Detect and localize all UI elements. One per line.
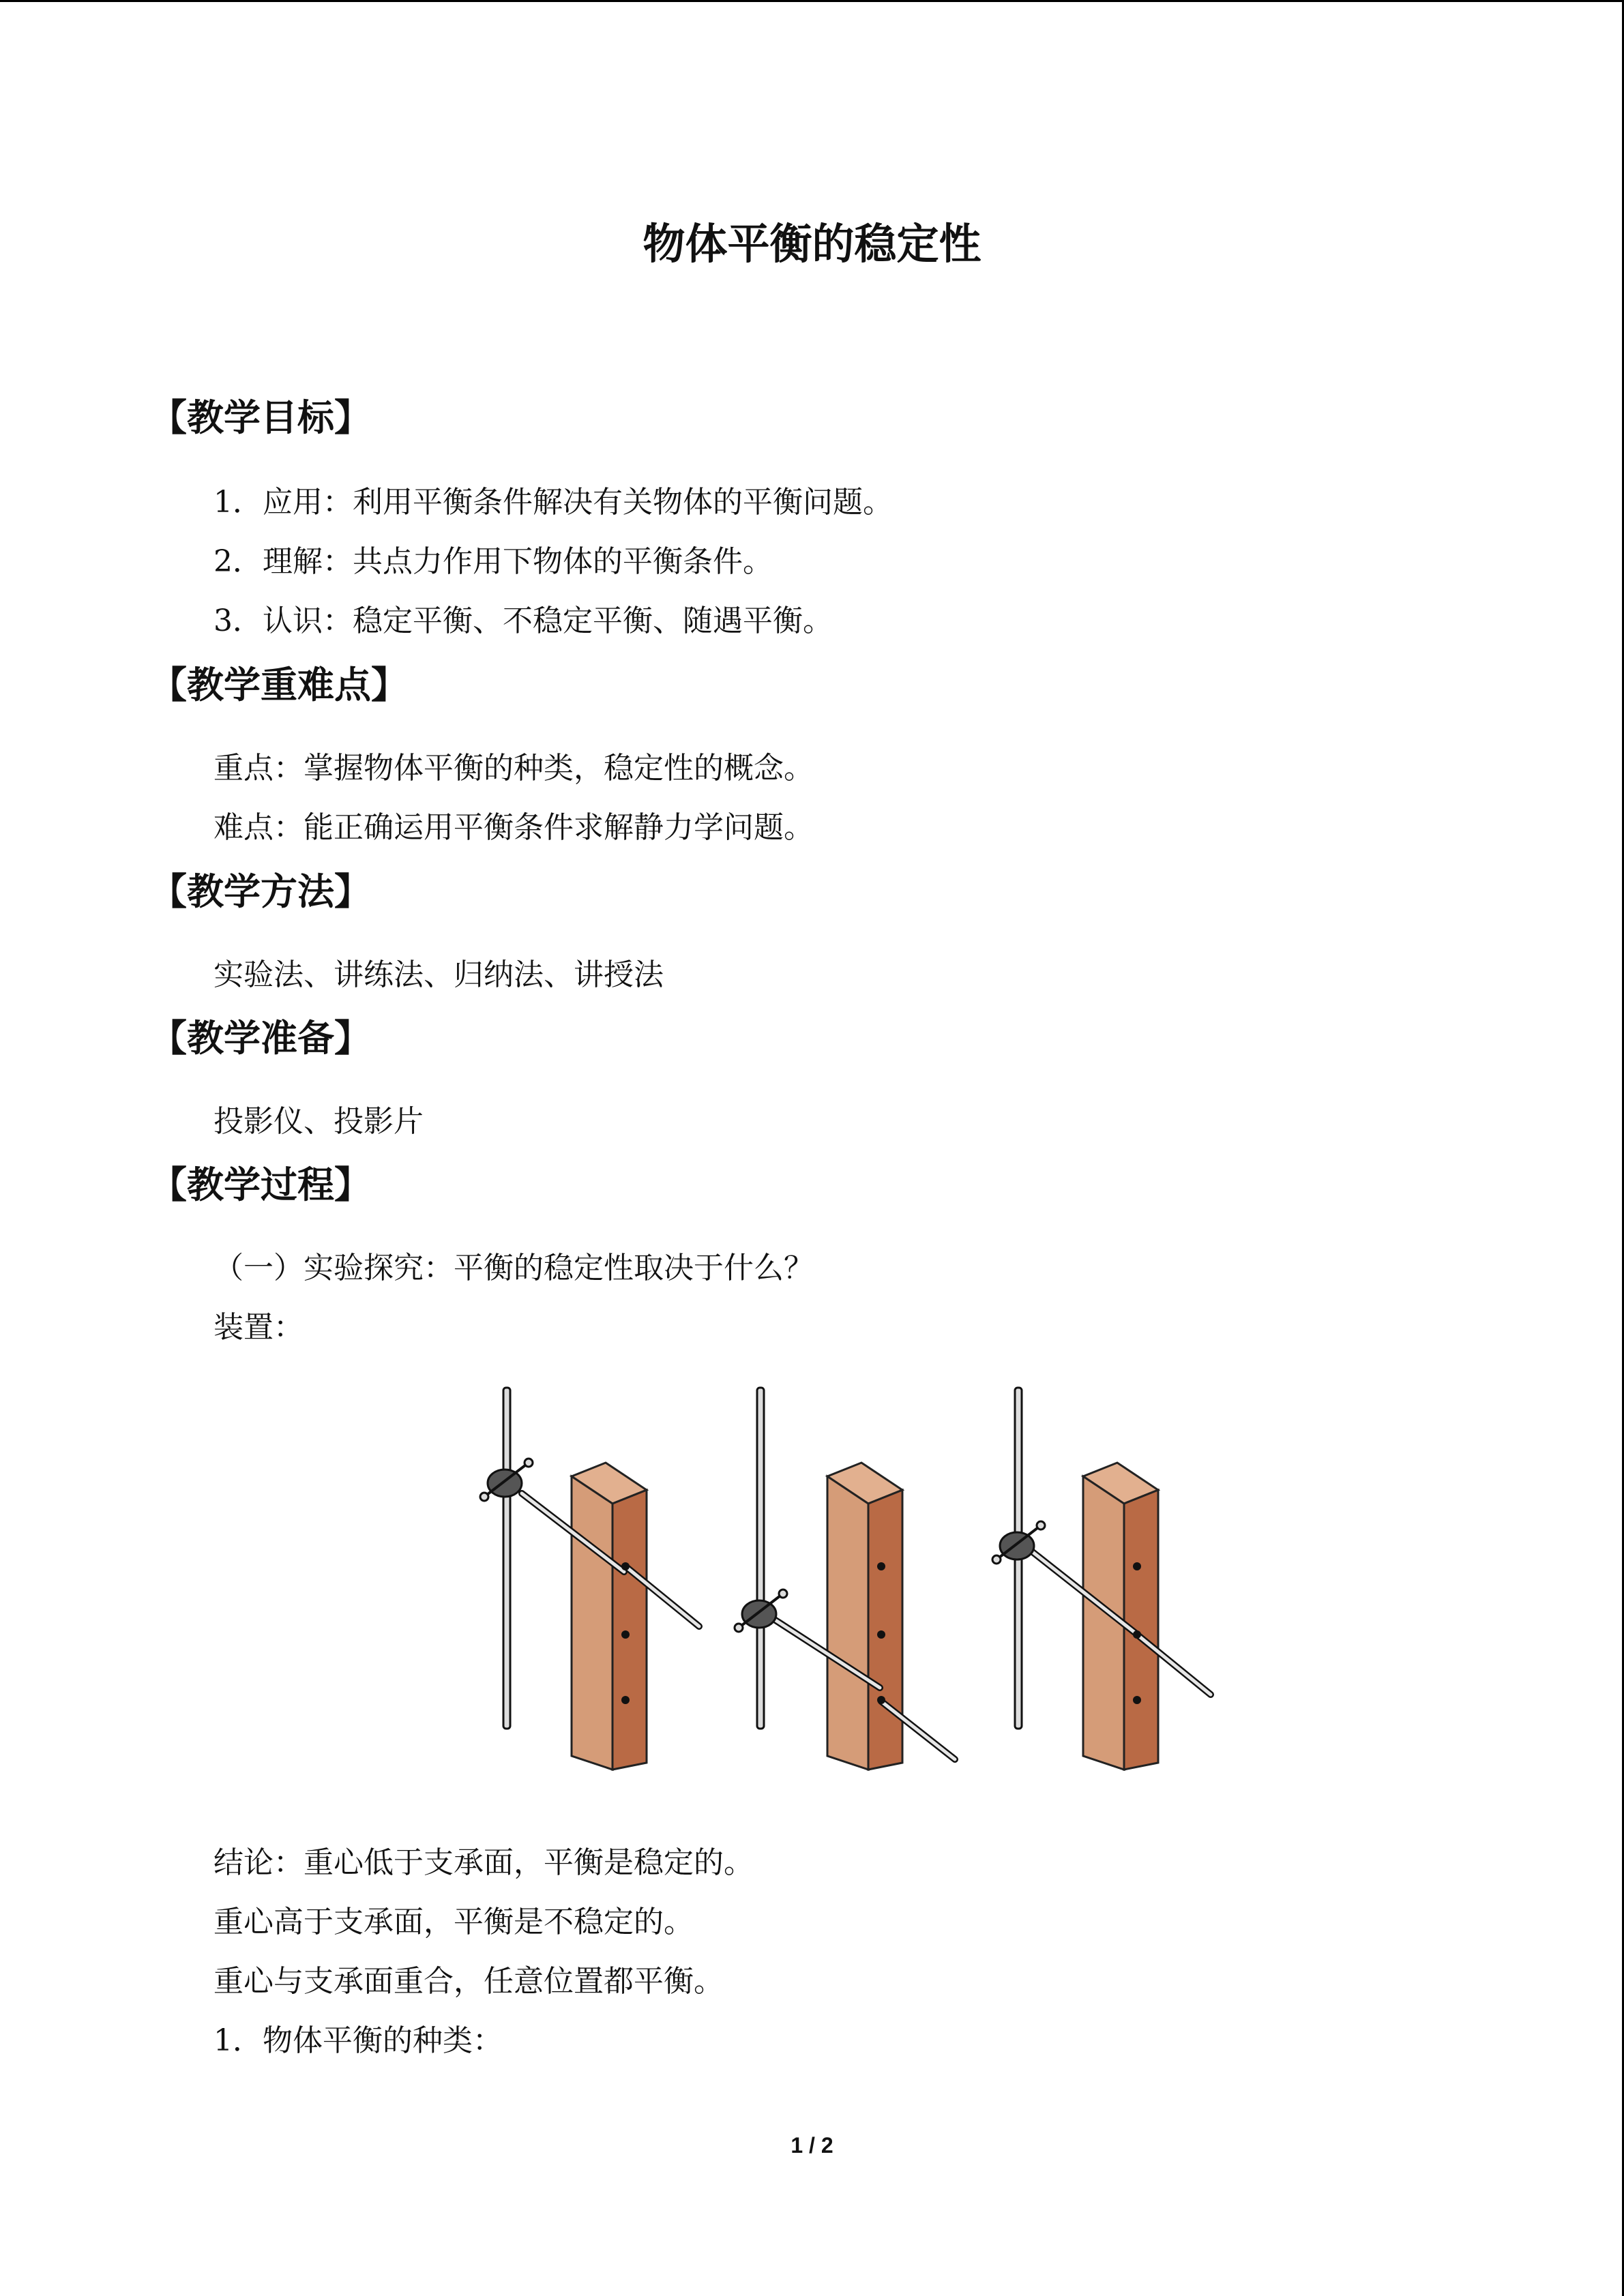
block-hole <box>621 1696 630 1704</box>
objective-item-3: 3．认识：稳定平衡、不稳定平衡、随遇平衡。 <box>213 603 833 638</box>
block-hole <box>1133 1562 1141 1570</box>
wood-block-side <box>612 1490 647 1770</box>
heading-methods: 【教学方法】 <box>150 870 371 913</box>
conclusion-1: 结论：重心低于支承面，平衡是稳定的。 <box>213 1845 754 1880</box>
heading-key-points: 【教学重难点】 <box>150 664 408 706</box>
methods-text: 实验法、讲练法、归纳法、讲授法 <box>213 957 664 992</box>
heading-process: 【教学过程】 <box>150 1163 371 1206</box>
conclusion-3: 重心与支承面重合，任意位置都平衡。 <box>213 1964 724 1999</box>
balance-types-item: 1．物体平衡的种类： <box>213 2023 503 2058</box>
block-hole <box>1133 1696 1141 1704</box>
conclusion-2: 重心高于支承面，平衡是不稳定的。 <box>213 1905 694 1939</box>
key-point-focus: 重点：掌握物体平衡的种类，稳定性的概念。 <box>213 751 814 786</box>
wood-block-front <box>572 1476 612 1770</box>
heading-objectives: 【教学目标】 <box>150 396 371 439</box>
objective-item-1: 1．应用：利用平衡条件解决有关物体的平衡问题。 <box>213 485 893 520</box>
apparatus-setup-3 <box>992 1388 1211 1770</box>
block-hole <box>621 1562 630 1570</box>
apparatus-setup-2 <box>735 1388 955 1770</box>
preparation-text: 投影仪、投影片 <box>213 1104 424 1139</box>
objective-item-2: 2．理解：共点力作用下物体的平衡条件。 <box>213 544 773 579</box>
document-title: 物体平衡的稳定性 <box>643 219 981 269</box>
apparatus-setup-1 <box>480 1388 699 1770</box>
block-hole <box>877 1696 885 1704</box>
stand-rod <box>503 1388 510 1729</box>
heading-preparation: 【教学准备】 <box>150 1017 371 1060</box>
page-border-top <box>0 0 1624 2</box>
apparatus-figure <box>464 1374 1235 1783</box>
block-hole <box>877 1630 885 1639</box>
wood-block-side <box>868 1490 902 1770</box>
wood-block-front <box>827 1476 868 1770</box>
block-hole <box>1133 1630 1141 1639</box>
experiment-text: （一）实验探究：平衡的稳定性取决于什么？ <box>213 1251 814 1285</box>
block-hole <box>877 1562 885 1570</box>
stand-rod <box>757 1388 764 1729</box>
apparatus-label: 装置： <box>213 1310 304 1345</box>
block-hole <box>621 1630 630 1639</box>
key-point-difficulty: 难点：能正确运用平衡条件求解静力学问题。 <box>213 810 814 845</box>
page-number: 1 / 2 <box>791 2133 833 2158</box>
